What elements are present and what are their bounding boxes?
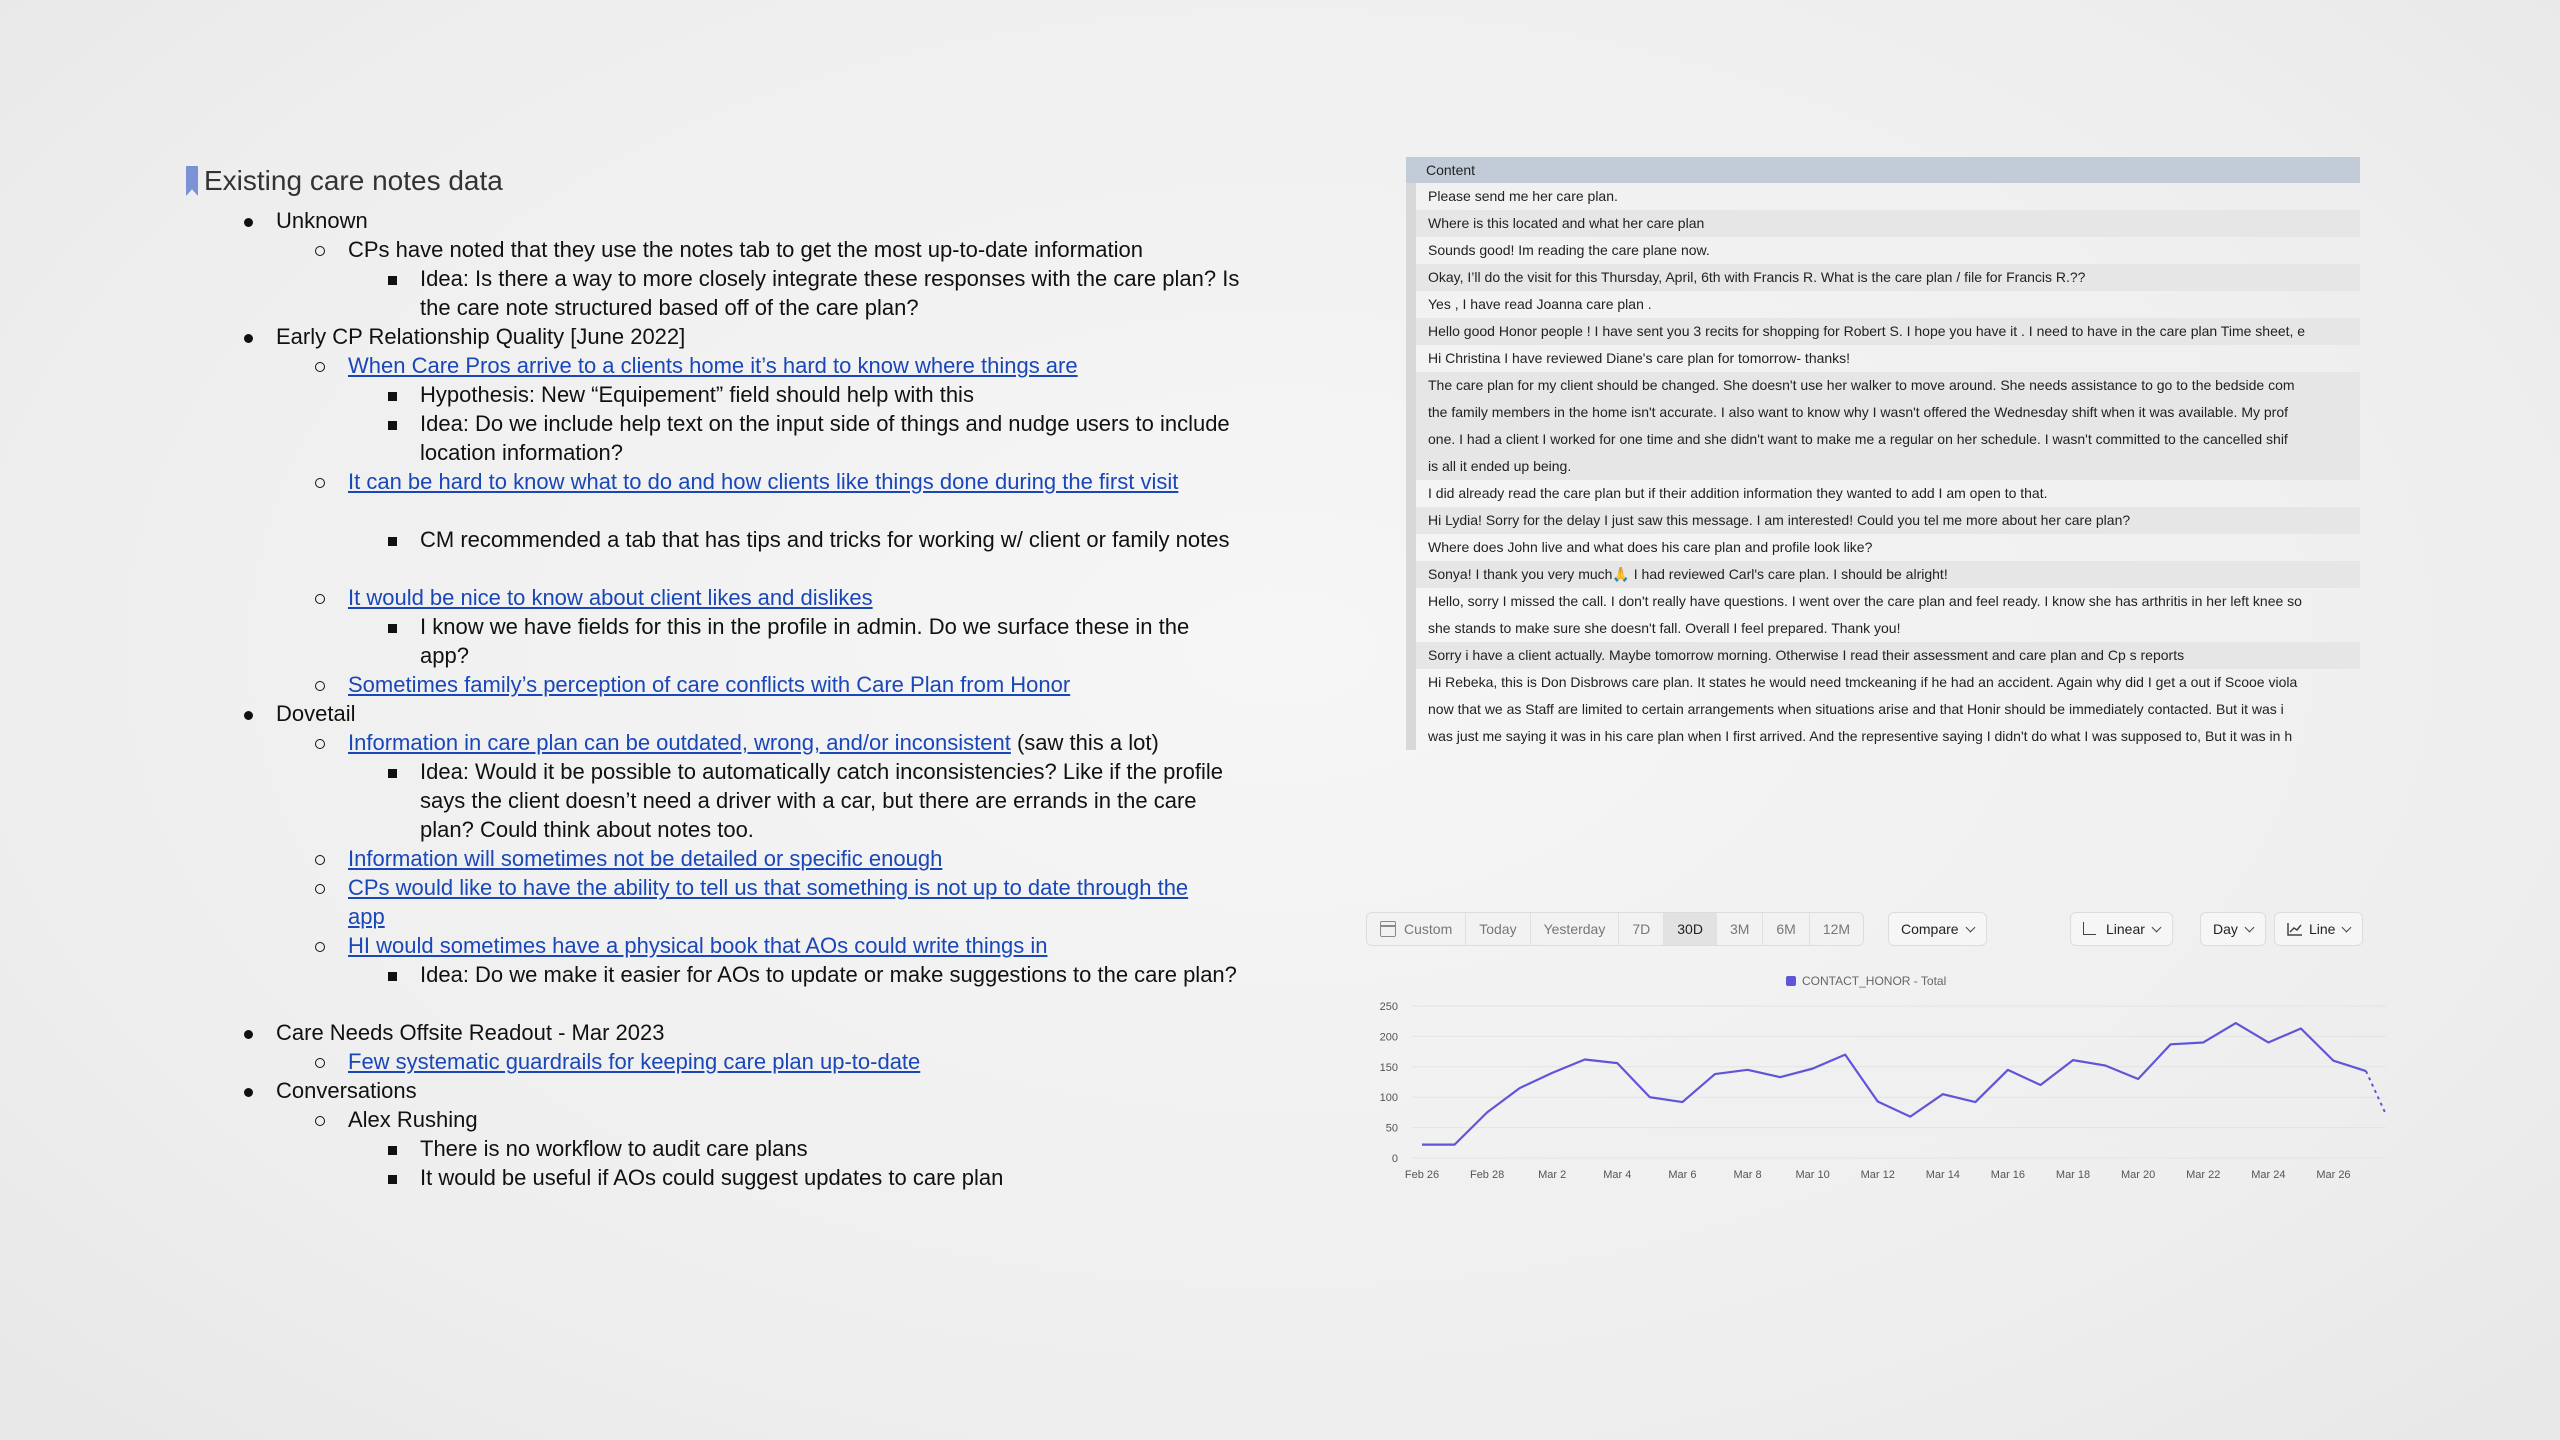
range-3m-button[interactable] bbox=[1717, 913, 1763, 945]
outline-text: Idea: Would it be possible to automatically catch inconsistencies? Like if the profile says the client doesn’t need a driver with a car, but there are errands in the care plan? Could think about notes too. bbox=[420, 759, 1224, 842]
outline-link[interactable]: It would be nice to know about client likes and dislikes bbox=[348, 585, 873, 610]
table-row[interactable]: Sonya! I thank you very much🙏 I had reviewed Carl's care plan. I should be alright! bbox=[1416, 561, 2360, 588]
bullet-icon bbox=[380, 409, 404, 438]
x-tick-label: Mar 22 bbox=[2186, 1169, 2221, 1181]
chart-toolbar bbox=[1366, 912, 2386, 946]
compare-label: Compare bbox=[1901, 921, 1959, 937]
range-label: 30D bbox=[1677, 921, 1703, 937]
bullet-icon bbox=[308, 351, 332, 380]
chevron-down-icon bbox=[1965, 923, 1975, 933]
x-tick-label: Mar 10 bbox=[1795, 1169, 1830, 1181]
outline-text: Care Needs Offsite Readout - Mar 2023 bbox=[276, 1020, 665, 1045]
content-table bbox=[1406, 157, 2360, 780]
outline-text: I know we have fields for this in the profile in admin. Do we surface these in the app? bbox=[420, 614, 1190, 668]
outline-text: Idea: Is there a way to more closely integrate these responses with the care plan? Is the care note structured based off of the care plan? bbox=[420, 266, 1240, 320]
table-row[interactable]: Okay, I’ll do the visit for this Thursday, April, 6th with Francis R. What is the care plan / file for Francis R.?? bbox=[1416, 264, 2360, 291]
bullet-icon bbox=[236, 1076, 260, 1105]
outline-text: Idea: Do we include help text on the input side of things and nudge users to include location information? bbox=[420, 411, 1230, 465]
outline-text: Idea: Do we make it easier for AOs to update or make suggestions to the care plan? bbox=[420, 962, 1237, 987]
x-tick-label: Mar 24 bbox=[2251, 1169, 2286, 1181]
table-cell-line: Hi Rebeka, this is Don Disbrows care plan. It states he would need tmckeaning if he had an accident. Again why did I get a out if Scooe viola bbox=[1428, 674, 2298, 690]
x-tick-label: Feb 26 bbox=[1404, 1169, 1440, 1181]
interval-dropdown[interactable] bbox=[2200, 912, 2266, 946]
chevron-down-icon bbox=[2244, 923, 2254, 933]
table-cell-line: is all it ended up being. bbox=[1428, 458, 1572, 474]
y-tick-label: 150 bbox=[1379, 1061, 1398, 1074]
chart-legend[interactable] bbox=[1786, 974, 1946, 988]
outline-link[interactable]: Few systematic guardrails for keeping care plan up-to-date bbox=[348, 1049, 921, 1074]
x-tick-label: Mar 16 bbox=[1990, 1169, 2026, 1181]
bullet-icon bbox=[380, 1163, 404, 1192]
table-row[interactable] bbox=[1416, 588, 2360, 642]
bullet-icon bbox=[308, 235, 332, 264]
table-cell-line: one. I had a client I worked for one time and she didn't want to make me a regular on her schedule. I wasn't committed to the cancelled shif bbox=[1428, 431, 2288, 447]
table-row[interactable]: Hi Lydia! Sorry for the delay I just saw this message. I am interested! Could you tel me more about her care plan? bbox=[1416, 507, 2360, 534]
x-tick-label: Mar 26 bbox=[2316, 1169, 2351, 1181]
outline-text: Early CP Relationship Quality [June 2022] bbox=[276, 324, 686, 349]
table-cell-line: the family members in the home isn't accurate. I also want to know why I wasn't offered the Wednesday shift when it was available. My prof bbox=[1428, 404, 2289, 420]
x-tick-label: Mar 8 bbox=[1733, 1169, 1762, 1181]
outline-text: Unknown bbox=[276, 208, 368, 233]
scale-dropdown[interactable] bbox=[2070, 912, 2173, 946]
chart-panel bbox=[1366, 910, 2386, 1280]
range-label: Yesterday bbox=[1543, 921, 1606, 937]
table-cell-line: Hello, sorry I missed the call. I don't really have questions. I went over the care plan and feel ready. I know she has arthritis in her left knee so bbox=[1428, 593, 2302, 609]
scale-label: Linear bbox=[2106, 921, 2145, 937]
series-line bbox=[1422, 1023, 2366, 1145]
outline-text: Hypothesis: New “Equipement” field should help with this bbox=[420, 382, 974, 407]
table-row[interactable]: Sounds good! Im reading the care plane now. bbox=[1428, 242, 1710, 258]
x-tick-label: Mar 2 bbox=[1538, 1169, 1567, 1181]
bullet-icon bbox=[308, 467, 332, 496]
table-cell-line: now that we as Staff are limited to certain arrangements when situations arise and that Honir should be immediately contacted. But it was i bbox=[1428, 701, 2284, 717]
outline-text: CPs have noted that they use the notes tab to get the most up-to-date information bbox=[348, 237, 1143, 262]
bullet-icon bbox=[308, 583, 332, 612]
x-tick-label: Mar 20 bbox=[2121, 1169, 2156, 1181]
range-label: Today bbox=[1479, 921, 1517, 937]
range-label: 7D bbox=[1632, 921, 1651, 937]
page-title: Existing care notes data bbox=[204, 165, 503, 196]
range-12m-button[interactable] bbox=[1810, 913, 1863, 945]
x-tick-label: Mar 12 bbox=[1860, 1169, 1895, 1181]
line-chart bbox=[1366, 988, 2386, 1188]
table-row[interactable]: Where does John live and what does his care plan and profile look like? bbox=[1428, 539, 1873, 555]
y-tick-label: 50 bbox=[1385, 1122, 1398, 1135]
table-cell-line: was just me saying it was in his care plan when I first arrived. And the representive saying I didn't do what I was supposed to, But it was in h bbox=[1428, 728, 2293, 744]
x-tick-label: Mar 4 bbox=[1603, 1169, 1632, 1181]
range-7d-button[interactable] bbox=[1619, 913, 1664, 945]
outline-link[interactable]: Information in care plan can be outdated, wrong, and/or inconsistent bbox=[348, 730, 1011, 755]
series-projection-line bbox=[2366, 1071, 2386, 1114]
x-tick-label: Feb 28 bbox=[1469, 1169, 1505, 1181]
bullet-icon bbox=[236, 322, 260, 351]
bullet-icon bbox=[236, 1018, 260, 1047]
bullet-icon bbox=[308, 670, 332, 699]
table-row[interactable]: Yes , I have read Joanna care plan . bbox=[1428, 296, 1652, 312]
table-row[interactable]: Hi Christina I have reviewed Diane's care plan for tomorrow- thanks! bbox=[1428, 350, 1851, 366]
range-30d-button[interactable] bbox=[1664, 913, 1717, 945]
x-tick-label: Mar 18 bbox=[2055, 1169, 2091, 1181]
range-yesterday-button[interactable] bbox=[1531, 913, 1620, 945]
outline-text: There is no workflow to audit care plans bbox=[420, 1136, 808, 1161]
table-row[interactable] bbox=[1416, 669, 2360, 750]
legend-label: CONTACT_HONOR - Total bbox=[1802, 974, 1947, 988]
interval-label: Day bbox=[2213, 921, 2238, 937]
notes-document bbox=[186, 160, 1286, 1192]
x-tick-label: Mar 14 bbox=[1925, 1169, 1960, 1181]
axis-icon bbox=[2083, 922, 2096, 935]
table-row[interactable]: Sorry i have a client actually. Maybe tomorrow morning. Otherwise I read their assessment and care plan and Cp s reports bbox=[1416, 642, 2360, 669]
outline-link[interactable]: Information will sometimes not be detailed or specific enough bbox=[348, 846, 943, 871]
bullet-icon bbox=[308, 1105, 332, 1134]
bullet-icon bbox=[380, 757, 404, 786]
date-range-selector bbox=[1366, 912, 1864, 946]
bullet-icon bbox=[380, 1134, 404, 1163]
outline-link[interactable]: It can be hard to know what to do and how clients like things done during the first visit bbox=[348, 469, 1179, 494]
compare-button[interactable] bbox=[1888, 912, 1987, 946]
bullet-icon bbox=[380, 612, 404, 641]
table-cell-line: The care plan for my client should be changed. She doesn't use her walker to move around. She needs assistance to go to the bedside com bbox=[1428, 377, 2295, 393]
bullet-icon bbox=[380, 960, 404, 989]
y-tick-label: 200 bbox=[1379, 1031, 1398, 1044]
chart-type-label: Line bbox=[2309, 921, 2336, 937]
calendar-icon bbox=[1380, 921, 1396, 937]
outline-link[interactable]: When Care Pros arrive to a clients home it’s hard to know where things are bbox=[348, 353, 1078, 378]
outline-text: Alex Rushing bbox=[348, 1107, 478, 1132]
range-custom-button[interactable] bbox=[1367, 913, 1466, 945]
range-6m-button[interactable] bbox=[1763, 913, 1809, 945]
bullet-icon bbox=[308, 931, 332, 960]
bullet-icon bbox=[308, 873, 332, 902]
y-tick-label: 250 bbox=[1379, 1001, 1398, 1013]
outline-text: CM recommended a tab that has tips and tricks for working w/ client or family notes bbox=[420, 527, 1230, 552]
y-tick-label: 0 bbox=[1391, 1153, 1398, 1165]
notes-outline bbox=[186, 206, 1286, 1192]
chart-type-dropdown[interactable] bbox=[2274, 912, 2363, 946]
bookmark-icon bbox=[186, 166, 198, 196]
outline-link[interactable]: Sometimes family’s perception of care conflicts with Care Plan from Honor bbox=[348, 672, 1071, 697]
range-today-button[interactable] bbox=[1466, 913, 1530, 945]
legend-swatch bbox=[1786, 976, 1796, 986]
bullet-icon bbox=[380, 525, 404, 554]
bullet-icon bbox=[380, 380, 404, 409]
outline-text: Dovetail bbox=[276, 701, 356, 726]
bullet-icon bbox=[236, 699, 260, 728]
outline-link[interactable]: HI would sometimes have a physical book that AOs could write things in bbox=[348, 933, 1048, 958]
outline-suffix: (saw this a lot) bbox=[1010, 730, 1159, 755]
table-row[interactable] bbox=[1416, 372, 2360, 480]
chevron-down-icon bbox=[2151, 923, 2161, 933]
document-heading bbox=[186, 160, 1286, 202]
table-cell-line: she stands to make sure she doesn't fall. Overall I feel prepared. Thank you! bbox=[1428, 620, 1901, 636]
bullet-icon bbox=[308, 844, 332, 873]
table-body bbox=[1406, 183, 2360, 750]
bullet-icon bbox=[380, 264, 404, 293]
x-tick-label: Mar 6 bbox=[1668, 1169, 1697, 1181]
range-label: Custom bbox=[1404, 921, 1453, 937]
outline-text: It would be useful if AOs could suggest updates to care plan bbox=[420, 1165, 1004, 1190]
table-header-content[interactable]: Content bbox=[1406, 157, 2360, 183]
bullet-icon bbox=[308, 728, 332, 757]
table-row[interactable]: I did already read the care plan but if their addition information they wanted to add I am open to that. bbox=[1428, 485, 2048, 501]
table-row[interactable]: Where is this located and what her care plan bbox=[1416, 210, 2360, 237]
table-row[interactable]: Hello good Honor people ! I have sent you 3 recits for shopping for Robert S. I hope you have it . I need to have in the care plan Time sheet, e bbox=[1416, 318, 2360, 345]
table-row[interactable]: Please send me her care plan. bbox=[1428, 188, 1618, 204]
bullet-icon bbox=[236, 206, 260, 235]
chevron-down-icon bbox=[2342, 923, 2352, 933]
range-label: 6M bbox=[1776, 921, 1796, 937]
bullet-icon bbox=[308, 1047, 332, 1076]
y-tick-label: 100 bbox=[1379, 1092, 1398, 1105]
line-chart-icon bbox=[2287, 922, 2303, 936]
outline-text: Conversations bbox=[276, 1078, 417, 1103]
range-label: 12M bbox=[1822, 921, 1851, 937]
outline-link[interactable]: CPs would like to have the ability to tell us that something is not up to date through the app bbox=[348, 875, 1189, 929]
range-label: 3M bbox=[1729, 921, 1750, 937]
